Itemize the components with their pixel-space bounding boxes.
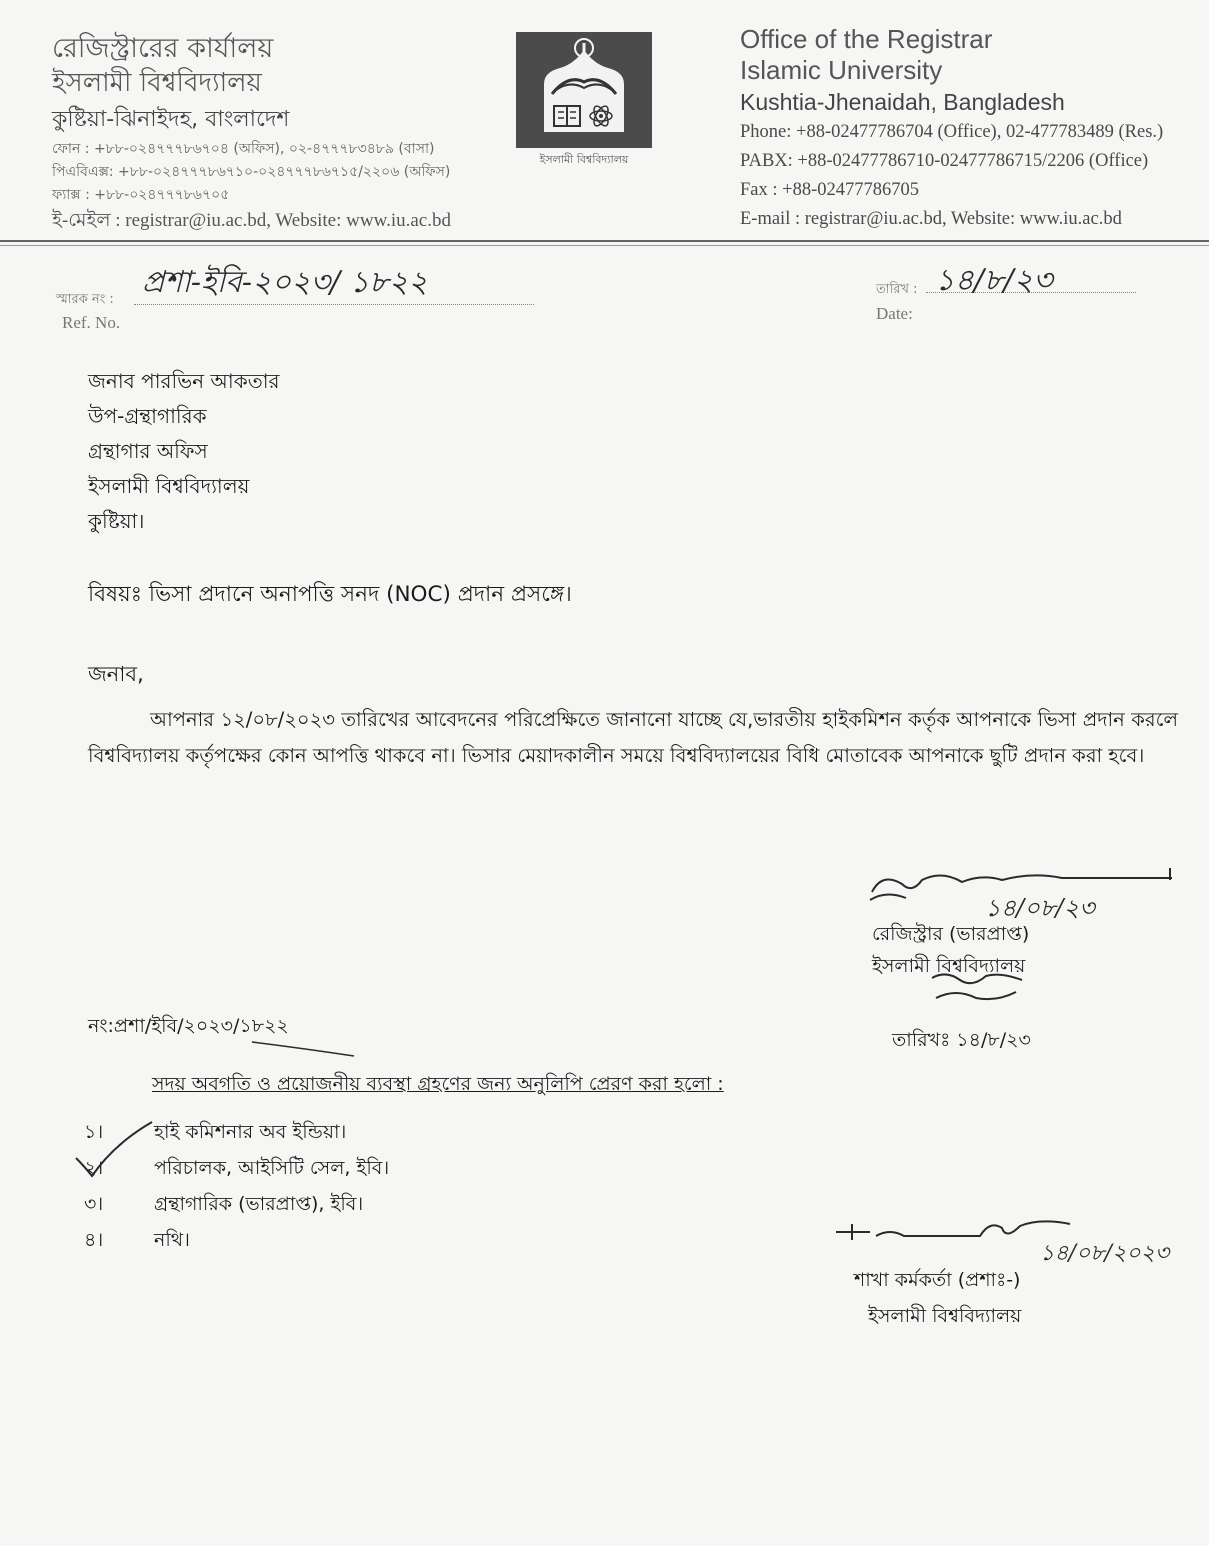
fax-bn: ফ্যাক্স : +৮৮-০২৪৭৭৭৮৬৭০৫: [52, 187, 230, 203]
list-item: [84, 1222, 389, 1258]
recipient-line: কুষ্টিয়া।: [88, 509, 145, 533]
salutation: জনাব,: [88, 662, 144, 686]
email-bn: ই-মেইল : registrar@iu.ac.bd, Website: www.iu.ac.bd: [52, 210, 451, 231]
pabx-bn: পিএবিএক্স: +৮৮-০২৪৭৭৭৮৬৭১০-০২৪৭৭৭৮৬৭১৫/২২০৬ (অফিস): [52, 164, 451, 180]
copy-distribution-heading: সদয় অবগতি ও প্রয়োজনীয় ব্যবস্থা গ্রহণের জন্য অনুলিপি প্রেরণ করা হলো :: [152, 1073, 724, 1095]
location-bn: কুষ্টিয়া-ঝিনাইদহ, বাংলাদেশ: [52, 107, 290, 132]
location-en: Kushtia-Jhenaidah, Bangladesh: [740, 89, 1065, 115]
office-name-en: Office of the Registrar: [740, 24, 993, 54]
header-divider-thin: [0, 245, 1209, 246]
fax-en: Fax : +88-02477786705: [740, 180, 919, 200]
recipient-line: উপ-গ্রন্থাগারিক: [88, 404, 207, 428]
university-name-en: Islamic University: [740, 55, 943, 85]
list-item: [84, 1186, 389, 1222]
phone-en: Phone: +88-02477786704 (Office), 02-477783489 (Res.): [740, 122, 1164, 142]
list-item-number: ৩।: [84, 1193, 104, 1215]
registrar-date: তারিখঃ ১৪/৮/২৩: [892, 1029, 1031, 1051]
section-officer-handwritten-date: ১৪/০৮/২০২৩: [1040, 1241, 1170, 1266]
office-name-bn: রেজিস্ট্রারের কার্যালয়: [52, 33, 274, 64]
ref-label-bn: স্মারক নং :: [56, 292, 114, 307]
date-label-en: Date:: [876, 304, 913, 323]
recipient-line: ইসলামী বিশ্ববিদ্যালয়: [88, 474, 250, 498]
section-officer-signature-block: [854, 1262, 1021, 1334]
list-item-text: গ্রন্থাগারিক (ভারপ্রাপ্ত), ইবি।: [154, 1193, 364, 1215]
section-officer-title: শাখা কর্মকর্তা (প্রশাঃ-): [854, 1269, 1021, 1291]
memo-underline-stroke: [250, 1034, 360, 1060]
registrar-university: ইসলামী বিশ্ববিদ্যালয়: [872, 955, 1026, 977]
phone-bn: ফোন : +৮৮-০২৪৭৭৭৮৬৭০৪ (অফিস), ০২-৪৭৭৭৮৩৪৮৯ (বাসা): [52, 141, 435, 157]
letterhead-bengali: [52, 32, 492, 235]
checkmark-icon: [70, 1118, 160, 1182]
recipient-line: গ্রন্থাগার অফিস: [88, 439, 208, 463]
recipient-line: জনাব পারভিন আকতার: [88, 369, 280, 393]
registrar-handwritten-date: ১৪/০৮/২৩: [985, 894, 1095, 922]
list-item-text: পরিচালক, আইসিটি সেল, ইবি।: [154, 1157, 390, 1179]
initial-scribble: [926, 968, 1036, 1006]
recipient-address: [88, 364, 280, 539]
ref-label-en: Ref. No.: [62, 313, 121, 332]
date-label-bn: তারিখ :: [876, 282, 918, 297]
list-item-text: নথি।: [154, 1229, 190, 1251]
registrar-title: রেজিস্ট্রার (ভারপ্রাপ্ত): [872, 923, 1030, 945]
memo-number: নং:প্রশা/ইবি/২০২৩/১৮২২: [88, 1015, 289, 1037]
email-en: E-mail : registrar@iu.ac.bd, Website: www.iu.ac.bd: [740, 209, 1122, 229]
header-divider: [0, 240, 1209, 242]
seal-caption: ইসলামী বিশ্ববিদ্যালয়: [539, 153, 629, 166]
section-officer-university: ইসলামী বিশ্ববিদ্যালয়: [868, 1305, 1022, 1327]
list-item-number: ১।: [84, 1121, 104, 1143]
letterhead-english: [740, 24, 1200, 234]
list-item-number: ৪।: [84, 1229, 104, 1251]
list-item-number: ২।: [84, 1157, 104, 1179]
university-name-bn: ইসলামী বিশ্ববিদ্যালয়: [52, 68, 262, 98]
body-paragraph: আপনার ১২/০৮/২০২৩ তারিখের আবেদনের পরিপ্রেক্ষিতে জানানো যাচ্ছে যে,ভারতীয় হাইকমিশন কর্তৃক আপনাকে ভিসা প্রদান করলে বিশ্ববিদ্যালয় কর্তৃপক্ষের কোন আপত্তি থাকবে না। ভিসার মেয়াদকালীন সময়ে বিশ্ববিদ্যালয়ের বিধি মোতাবেক আপনাকে ছুটি প্রদান করা হবে।: [88, 708, 1178, 767]
subject-line: বিষয়ঃ ভিসা প্রদানে অনাপত্তি সনদ (NOC) প্রদান প্রসঙ্গে।: [88, 582, 572, 607]
date-handwritten: ১৪/৮/২৩: [935, 263, 1053, 298]
list-item-text: হাই কমিশনার অব ইন্ডিয়া।: [154, 1121, 347, 1143]
pabx-en: PABX: +88-02477786710-02477786715/2206 (Office): [740, 151, 1149, 171]
university-seal-icon: [516, 32, 652, 148]
ref-number-handwritten: প্রশা-ইবি-২০২৩/ ১৮২২: [142, 265, 428, 300]
